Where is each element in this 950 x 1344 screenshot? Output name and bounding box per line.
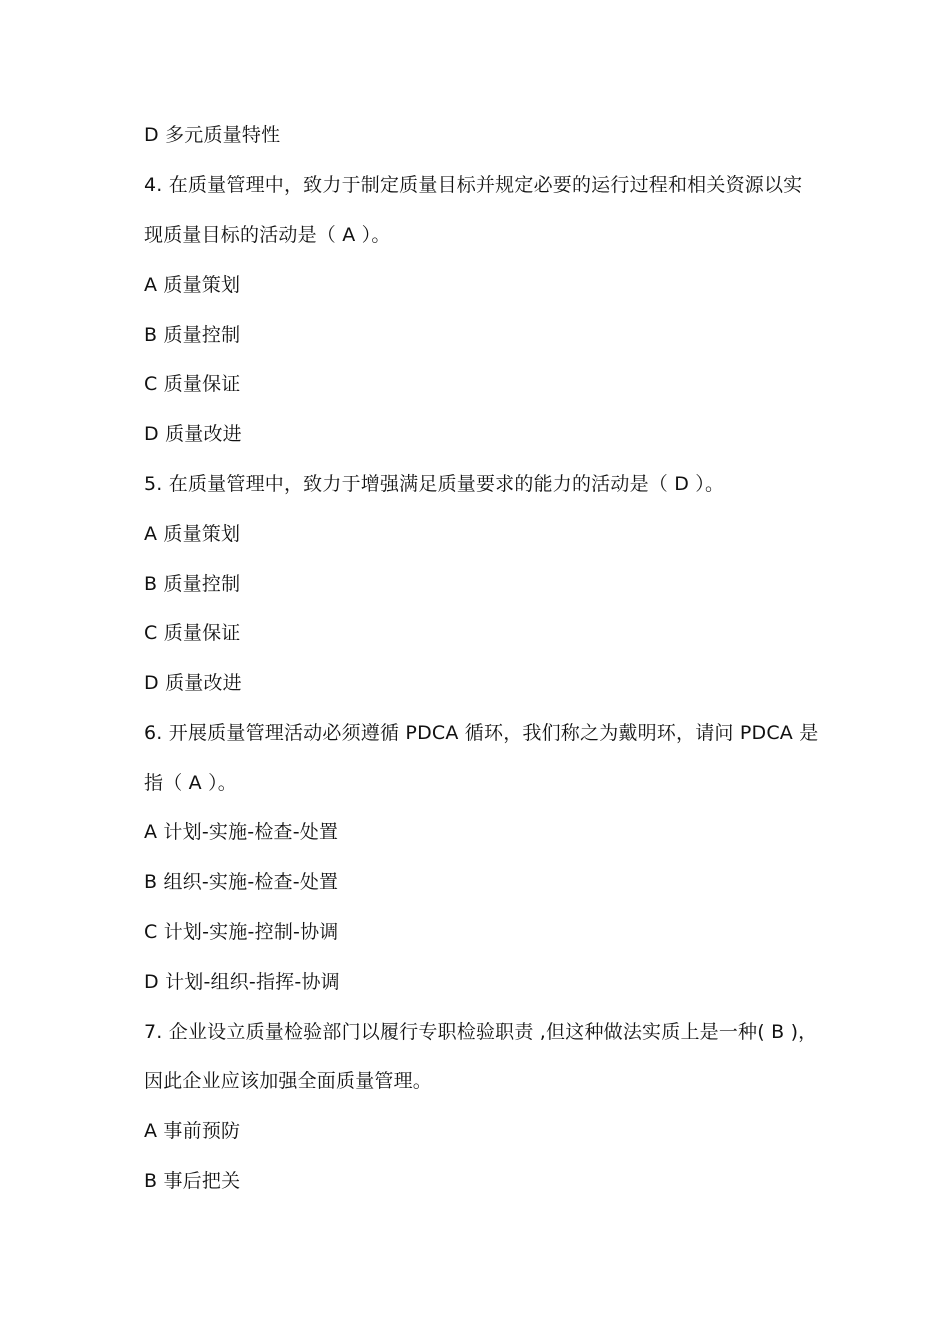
option-b-q7: B 事后把关 [144,1170,241,1192]
option-b-q5: B 质量控制 [144,573,241,595]
option-c-q5: C 质量保证 [144,622,241,644]
option-a-q6: A 计划-实施-检查-处置 [144,821,339,843]
option-b-q4: B 质量控制 [144,324,241,346]
question-6-line-1: 6. 开展质量管理活动必须遵循 PDCA 循环，我们称之为戴明环，请问 PDCA 是 [144,722,819,744]
question-6-line-2: 指（ A ）。 [144,772,237,794]
option-b-q6: B 组织-实施-检查-处置 [144,871,339,893]
option-d-q3: D 多元质量特性 [144,124,281,146]
option-a-q4: A 质量策划 [144,274,241,296]
option-a-q7: A 事前预防 [144,1120,241,1142]
question-4-line-1: 4. 在质量管理中，致力于制定质量目标并规定必要的运行过程和相关资源以实 [144,174,803,196]
option-a-q5: A 质量策划 [144,523,241,545]
question-4-line-2: 现质量目标的活动是（ A ）。 [144,224,391,246]
option-d-q5: D 质量改进 [144,672,242,694]
option-c-q4: C 质量保证 [144,373,241,395]
option-d-q6: D 计划-组织-指挥-协调 [144,971,340,993]
option-d-q4: D 质量改进 [144,423,242,445]
option-c-q6: C 计划-实施-控制-协调 [144,921,339,943]
question-7-line-1: 7. 企业设立质量检验部门以履行专职检验职责 ,但这种做法实质上是一种( B )， [144,1021,818,1043]
question-7-line-2: 因此企业应该加强全面质量管理。 [144,1070,433,1092]
question-5-line-1: 5. 在质量管理中，致力于增强满足质量要求的能力的活动是（ D ）。 [144,473,725,495]
